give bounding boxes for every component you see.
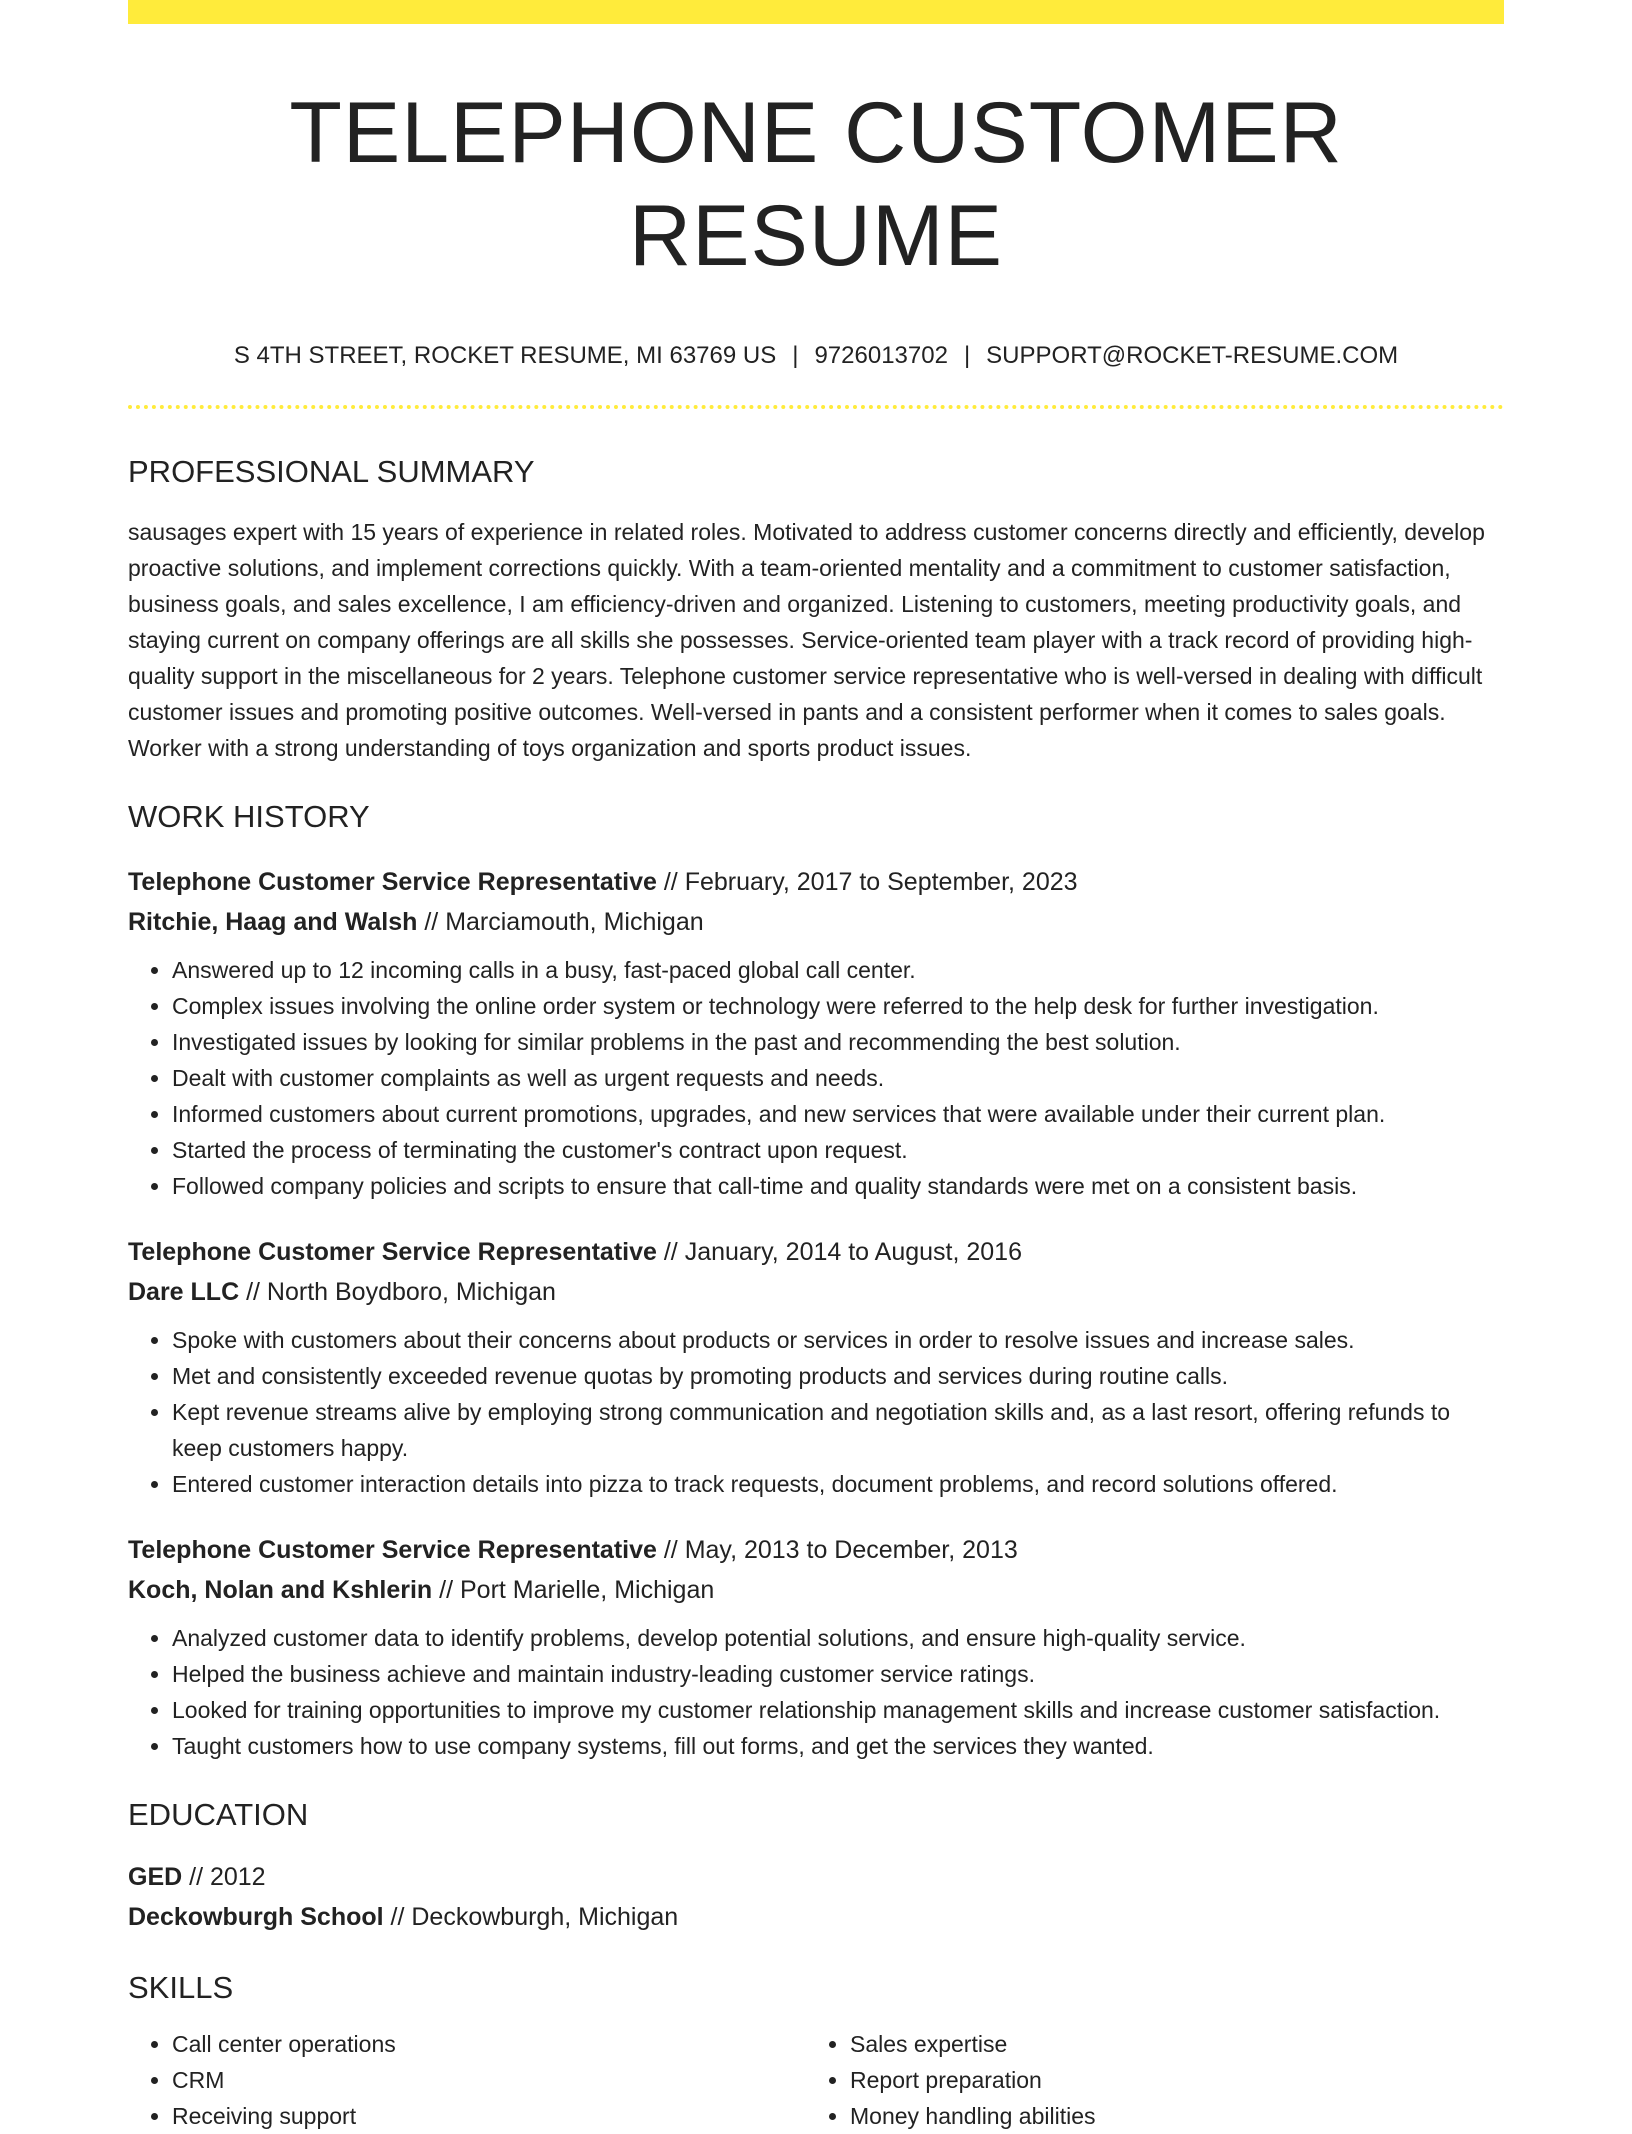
- bullet-item: • Started the process of terminating the customer's contract upon request.: [172, 1132, 1504, 1168]
- job-title-line: [128, 1232, 1504, 1272]
- degree-year: // 2012: [182, 1862, 266, 1891]
- job-dates: // February, 2017 to September, 2023: [656, 867, 1078, 896]
- job-entry: [128, 862, 1504, 1204]
- job-company: Ritchie, Haag and Walsh: [128, 907, 418, 936]
- skill-item: • CRM: [172, 2062, 806, 2098]
- school-location: // Deckowburgh, Michigan: [383, 1902, 679, 1931]
- email: SUPPORT@ROCKET-RESUME.COM: [986, 342, 1399, 370]
- phone: 9726013702: [814, 342, 948, 370]
- summary-text: sausages expert with 15 years of experience in related roles. Motivated to address customer concerns directly and efficiently, develop proactive solutions, and implement corrections quickly. With a team-oriented mentality and a commitment to customer satisfaction, business goals, and sales excellence, I am efficiency-driven and organized. Listening to customers, meeting productivity goals, and staying current on company offerings are all skills she possesses. Service-oriented team player with a track record of providing high-quality support in the miscellaneous for 2 years. Telephone customer service representative who is well-versed in dealing with difficult customer issues and promoting positive outcomes. Well-versed in pants and a consistent performer when it comes to sales goals. Worker with a strong understanding of toys organization and sports product issues.: [128, 519, 1485, 762]
- school: Deckowburgh School: [128, 1902, 384, 1931]
- bullet-item: • Kept revenue streams alive by employing strong communication and negotiation skills and, as a last resort, offering refunds to keep customers happy.: [172, 1394, 1504, 1466]
- section-heading-work: WORK HISTORY: [128, 799, 370, 835]
- bullet-item: • Followed company policies and scripts to ensure that call-time and quality standards were met on a consistent basis.: [172, 1168, 1504, 1204]
- job-title: Telephone Customer Service Representative: [128, 867, 657, 896]
- bullet-item: • Analyzed customer data to identify problems, develop potential solutions, and ensure high-quality service.: [172, 1620, 1504, 1656]
- bullet-item: • Answered up to 12 incoming calls in a busy, fast-paced global call center.: [172, 952, 1504, 988]
- bullet-item: • Complex issues involving the online order system or technology were referred to the help desk for further investigation.: [172, 988, 1504, 1024]
- job-title-line: [128, 1530, 1504, 1570]
- skills-column-right: [806, 2026, 1484, 2134]
- bullet-item: • Looked for training opportunities to improve my customer relationship management skills and increase customer satisfaction.: [172, 1692, 1504, 1728]
- bullet-item: • Entered customer interaction details into pizza to track requests, document problems, and record solutions offered.: [172, 1466, 1504, 1502]
- skills-column-left: [128, 2026, 806, 2134]
- job-dates: // May, 2013 to December, 2013: [656, 1535, 1018, 1564]
- address: S 4TH STREET, ROCKET RESUME, MI 63769 US: [233, 342, 777, 370]
- bullet-item: • Helped the business achieve and maintain industry-leading customer service ratings.: [172, 1656, 1504, 1692]
- bullet-item: • Informed customers about current promotions, upgrades, and new services that were available under their current plan.: [172, 1096, 1504, 1132]
- education-entry: [128, 1857, 1504, 1937]
- job-company-line: [128, 902, 1504, 942]
- job-company-line: [128, 1272, 1504, 1312]
- bullet-item: • Met and consistently exceeded revenue quotas by promoting products and services during routine calls.: [172, 1358, 1504, 1394]
- dotted-divider: [128, 405, 1504, 409]
- job-bullets: [128, 952, 1504, 1204]
- job-entry: [128, 1232, 1504, 1502]
- skill-item: • Money handling abilities: [850, 2098, 1484, 2134]
- bullet-item: • Taught customers how to use company systems, fill out forms, and get the services they wanted.: [172, 1728, 1504, 1764]
- job-bullets: [128, 1620, 1504, 1764]
- job-location: // North Boydboro, Michigan: [239, 1277, 556, 1306]
- bullet-item: • Investigated issues by looking for similar problems in the past and recommending the best solution.: [172, 1024, 1504, 1060]
- bullet-item: • Dealt with customer complaints as well as urgent requests and needs.: [172, 1060, 1504, 1096]
- job-company-line: [128, 1570, 1504, 1610]
- job-location: // Port Marielle, Michigan: [432, 1575, 715, 1604]
- skill-item: • Receiving support: [172, 2098, 806, 2134]
- job-company: Dare LLC: [128, 1277, 240, 1306]
- resume-title: TELEPHONE CUSTOMER RESUME: [289, 85, 1343, 285]
- resume-page: [128, 0, 1504, 2134]
- skill-item: • Report preparation: [850, 2062, 1484, 2098]
- separator: |: [792, 342, 799, 370]
- job-title-line: [128, 862, 1504, 902]
- bullet-item: • Spoke with customers about their concerns about products or services in order to resolve issues and increase sales.: [172, 1322, 1504, 1358]
- contact-line: [128, 342, 1504, 371]
- job-dates: // January, 2014 to August, 2016: [656, 1237, 1022, 1266]
- section-heading-education: EDUCATION: [128, 1796, 309, 1832]
- degree-line: [128, 1857, 1504, 1897]
- job-title: Telephone Customer Service Representative: [128, 1535, 657, 1564]
- skill-item: • Call center operations: [172, 2026, 806, 2062]
- section-heading-summary: PROFESSIONAL SUMMARY: [128, 454, 535, 490]
- job-entry: [128, 1530, 1504, 1764]
- job-bullets: [128, 1322, 1504, 1502]
- skill-item: • Sales expertise: [850, 2026, 1484, 2062]
- section-heading-skills: SKILLS: [128, 1969, 234, 2005]
- separator: |: [963, 342, 971, 370]
- job-location: // Marciamouth, Michigan: [417, 907, 704, 936]
- job-company: Koch, Nolan and Kshlerin: [128, 1575, 433, 1604]
- skills-list: [128, 2026, 1504, 2134]
- accent-bar: [128, 0, 1504, 24]
- school-line: [128, 1897, 1504, 1937]
- degree: GED: [128, 1862, 183, 1891]
- job-title: Telephone Customer Service Representative: [128, 1237, 657, 1266]
